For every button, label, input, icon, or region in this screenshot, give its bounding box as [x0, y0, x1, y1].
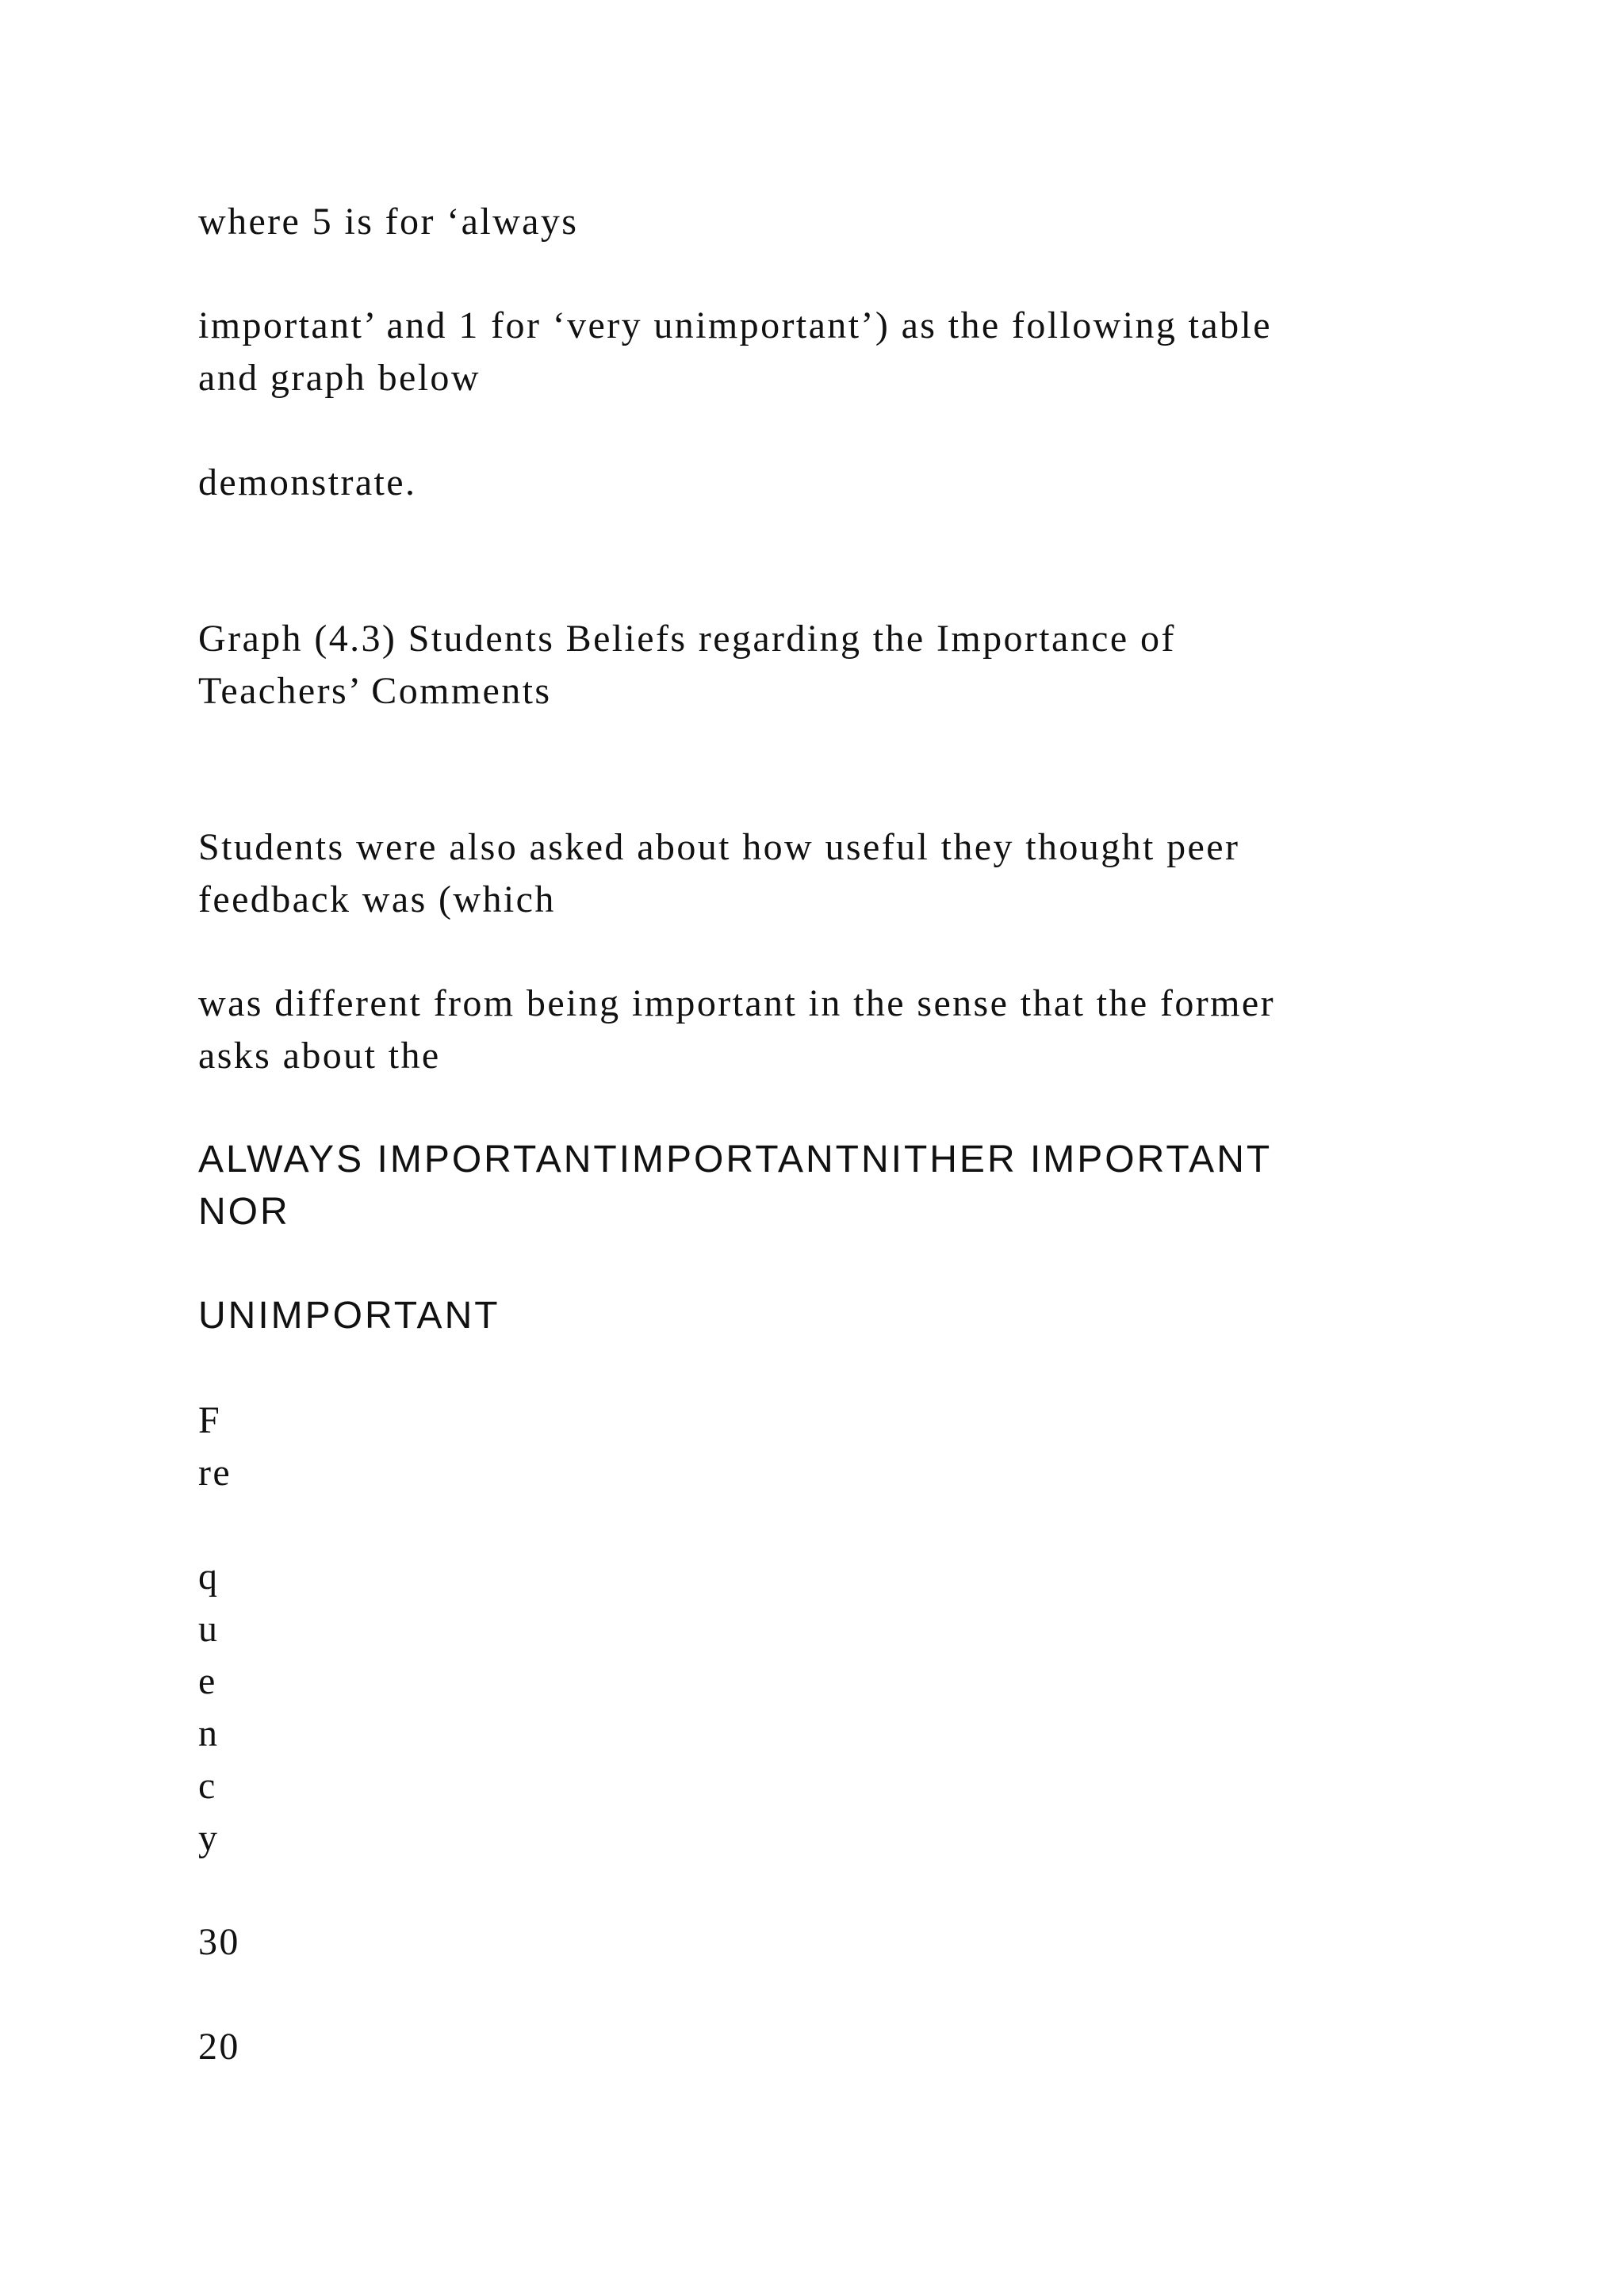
axis-label-letter: re [198, 1452, 232, 1494]
axis-label-letter: c [198, 1765, 217, 1807]
text-line: feedback was (which [198, 878, 556, 920]
text-line: asks about the [198, 1035, 441, 1077]
text-line: important’ and 1 for ‘very unimportant’) as the following table [198, 304, 1272, 346]
axis-label-letter: u [198, 1608, 220, 1650]
axis-label-letter: y [198, 1817, 220, 1859]
graph-caption: Teachers’ Comments [198, 670, 552, 712]
axis-tick-label: 20 [198, 2026, 240, 2068]
axis-label-letter: F [198, 1399, 222, 1441]
axis-label-letter: e [198, 1660, 217, 1702]
graph-caption: Graph (4.3) Students Beliefs regarding the Importance of [198, 618, 1176, 660]
axis-label-letter: q [198, 1556, 220, 1598]
text-line: where 5 is for ‘always [198, 201, 579, 243]
text-line: and graph below [198, 357, 481, 399]
text-line: was different from being important in the sense that the former [198, 982, 1275, 1024]
text-line: Students were also asked about how useful they thought peer [198, 826, 1240, 868]
axis-label-letter: n [198, 1712, 220, 1755]
category-label: NOR [198, 1191, 290, 1233]
category-label: UNIMPORTANT [198, 1295, 500, 1337]
text-line: demonstrate. [198, 461, 417, 503]
category-label: ALWAYS IMPORTANTIMPORTANTNITHER IMPORTANT [198, 1138, 1273, 1181]
axis-tick-label: 30 [198, 1921, 240, 1963]
